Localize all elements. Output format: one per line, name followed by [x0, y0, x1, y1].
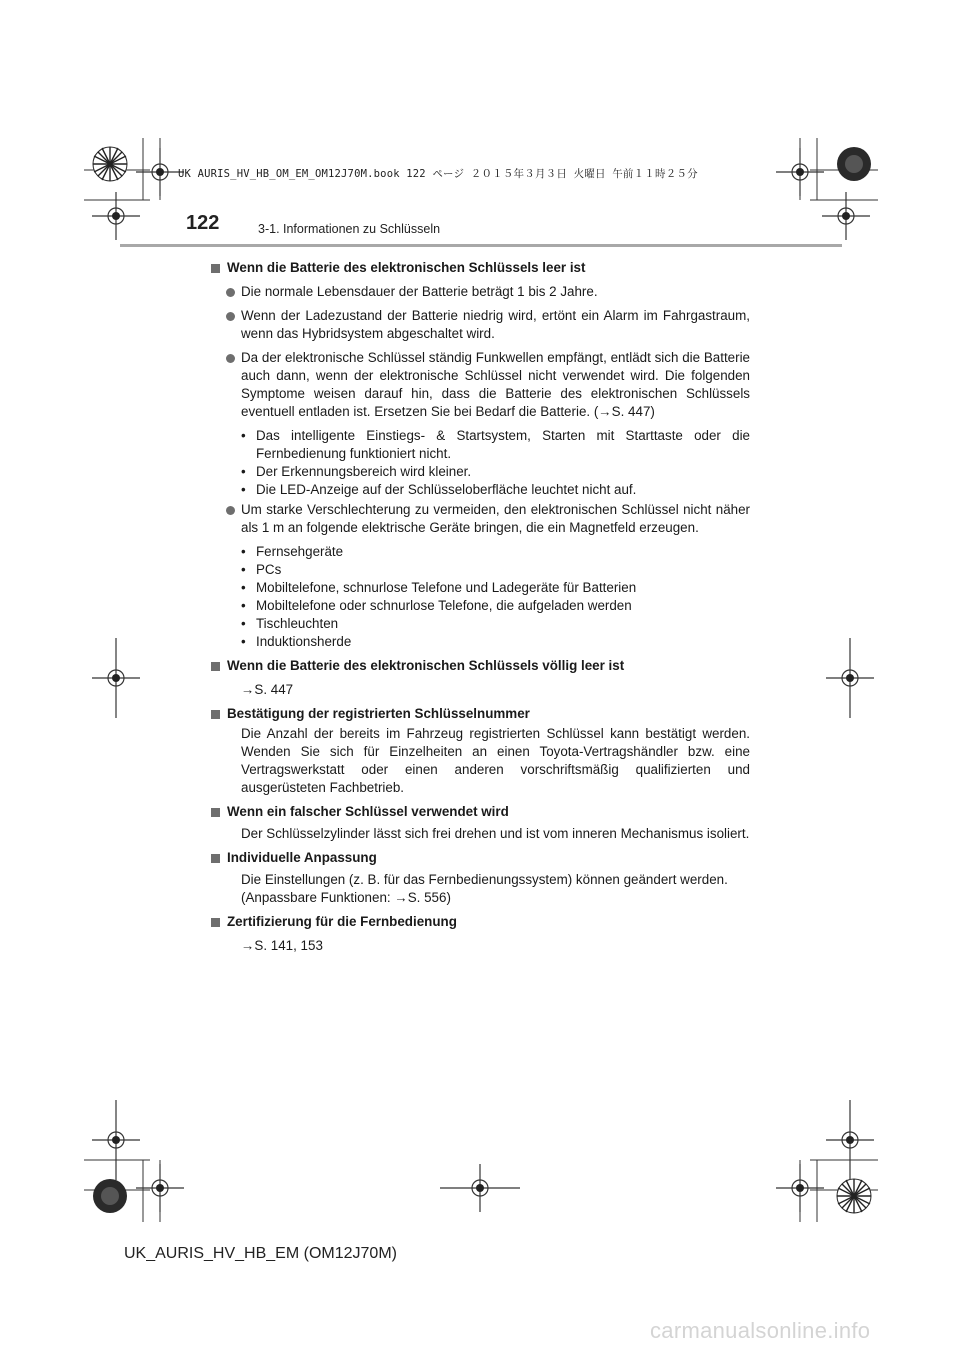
- list-item: • Der Erkennungsbereich wird kleiner.: [241, 464, 472, 479]
- crosshair-mark-icon: [136, 148, 184, 196]
- list-item: • Mobiltelefone, schnurlose Telefone und Ladegeräte für Batterien: [241, 580, 637, 595]
- list-item: • Das intelligente Einstiegs- & Startsystem, Starten mit Starttaste oder die Fernbedienung funktioniert nicht.: [241, 428, 750, 461]
- crosshair-mark-icon: [776, 148, 824, 196]
- list-item: • Mobiltelefone oder schnurlose Telefone, die aufgeladen werden: [241, 598, 632, 613]
- square-bullet-icon: [211, 264, 220, 273]
- section-heading: Wenn ein falscher Schlüssel verwendet wird: [210, 803, 750, 821]
- square-bullet-icon: [211, 808, 220, 817]
- body-paragraph: Die Anzahl der bereits im Fahrzeug registrierten Schlüssel kann bestätigt werden. Wenden Sie sich für Einzelheiten an einen Toyota-Vertragshändler bzw. eine Vertragswerkstatt oder einen anderen vorschriftsmäßig qualifizierten und ausgerüsteten Fachbetrieb.: [241, 726, 750, 795]
- round-bullet-icon: [226, 506, 235, 515]
- section-heading: Wenn die Batterie des elektronischen Schlüssels leer ist: [210, 259, 750, 277]
- cross-reference[interactable]: →S. 447: [241, 682, 294, 697]
- crosshair-mark-icon: [822, 192, 870, 240]
- watermark: carmanualsonline.info: [650, 1318, 871, 1343]
- crosshair-mark-icon: [92, 192, 140, 240]
- section-heading: Individuelle Anpassung: [210, 849, 750, 867]
- list-item: • Die LED-Anzeige auf der Schlüsseloberfläche leuchtet nicht auf.: [241, 482, 637, 497]
- list-item: • PCs: [241, 562, 282, 577]
- header-rule: [120, 244, 842, 247]
- cross-reference[interactable]: (Anpassbare Funktionen: →S. 556): [241, 890, 451, 905]
- section-heading: Bestätigung der registrierten Schlüsselnummer: [210, 705, 750, 723]
- round-bullet-icon: [226, 354, 235, 363]
- section-heading: Zertifizierung für die Fernbedienung: [210, 913, 750, 931]
- crosshair-mark-icon: [136, 1164, 184, 1212]
- list-item: Um starke Verschlechterung zu vermeiden, den elektronischen Schlüssel nicht näher als 1 m an folgende elektrische Geräte bringen, die ein Magnetfeld erzeugen.: [210, 501, 750, 537]
- square-bullet-icon: [211, 918, 220, 927]
- round-bullet-icon: [226, 312, 235, 321]
- list-item: • Tischleuchten: [241, 616, 339, 631]
- section-title: 3-1. Informationen zu Schlüsseln: [258, 222, 441, 236]
- list-item: Da der elektronische Schlüssel ständig Funkwellen empfängt, entlädt sich die Batterie auch dann, wenn der elektronische Schlüssel nicht verwendet wird. Die folgenden Symptome weisen darauf hin, dass die Batterie des elektronischen Schlüssels eventuell entladen ist. Ersetzen Sie bei Bedarf die Batterie. (→S. 447): [210, 349, 750, 421]
- list-item: • Fernsehgeräte: [241, 544, 344, 559]
- section-heading: Wenn die Batterie des elektronischen Schlüssels völlig leer ist: [210, 657, 750, 675]
- footer-doc-code: UK_AURIS_HV_HB_EM (OM12J70M): [124, 1245, 397, 1262]
- registration-wheel-icon: [92, 146, 128, 182]
- registration-wheel-icon: [836, 1178, 872, 1214]
- page-content: [210, 255, 750, 955]
- registration-dot-icon: [92, 1178, 128, 1214]
- list-item: Wenn der Ladezustand der Batterie niedrig wird, ertönt ein Alarm im Fahrgastraum, wenn das Hybridsystem abgeschaltet wird.: [210, 307, 750, 343]
- symptom-list: [210, 427, 750, 499]
- crosshair-mark-icon: [92, 638, 140, 718]
- crosshair-mark-icon: [440, 1164, 520, 1212]
- crosshair-mark-icon: [826, 638, 874, 718]
- round-bullet-icon: [226, 288, 235, 297]
- page-number: 122: [186, 212, 220, 234]
- square-bullet-icon: [211, 854, 220, 863]
- square-bullet-icon: [211, 710, 220, 719]
- print-header: UK AURIS_HV_HB_OM_EM_OM12J70M.book 122 ページ ２０１５年３月３日 火曜日 午前１１時２５分: [178, 168, 698, 180]
- crosshair-mark-icon: [826, 1100, 874, 1180]
- registration-dot-icon: [836, 146, 872, 182]
- body-paragraph: Der Schlüsselzylinder lässt sich frei drehen und ist vom inneren Mechanismus isoliert.: [241, 826, 750, 841]
- list-item: Die normale Lebensdauer der Batterie beträgt 1 bis 2 Jahre.: [210, 283, 750, 301]
- crosshair-mark-icon: [92, 1100, 140, 1180]
- device-list: [210, 543, 750, 651]
- crosshair-mark-icon: [776, 1164, 824, 1212]
- square-bullet-icon: [211, 662, 220, 671]
- list-item: • Induktionsherde: [241, 634, 352, 649]
- body-paragraph: Die Einstellungen (z. B. für das Fernbedienungssystem) können geändert werden.: [241, 872, 728, 887]
- cross-reference[interactable]: →S. 141, 153: [241, 938, 323, 953]
